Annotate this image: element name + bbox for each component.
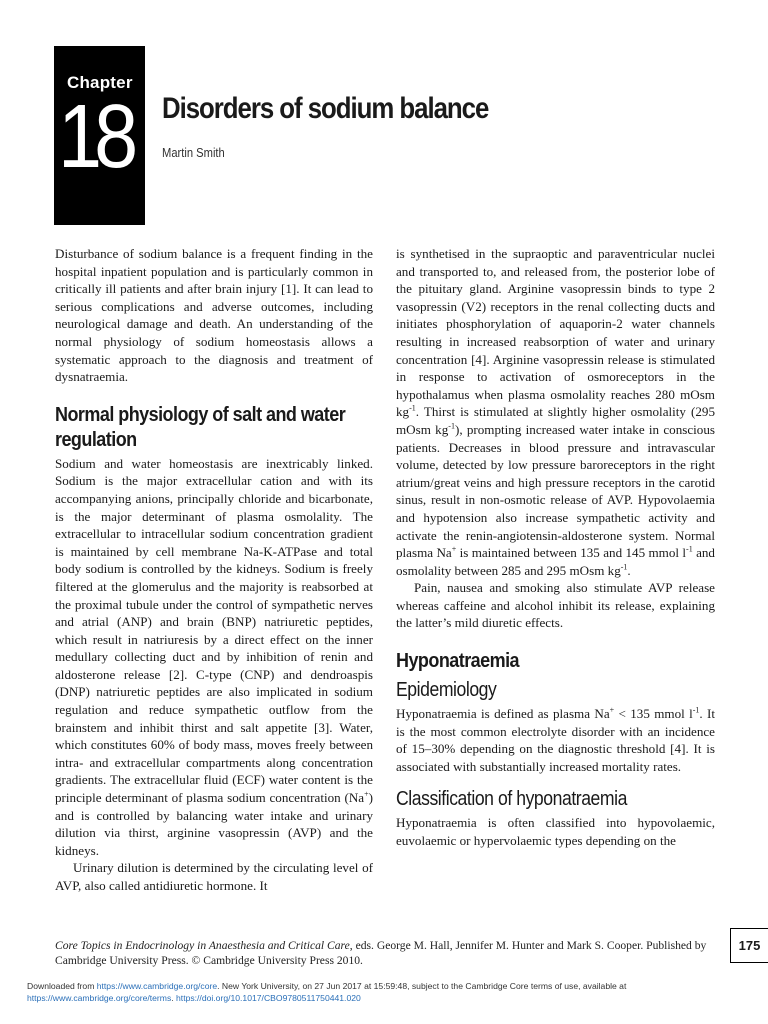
- avp-paragraph: is synthetised in the supraoptic and paraventricular nuclei and transported to, and released from, the posterior lobe of the pituitary gland. Arginine vasopressin binds to type 2 vasopressin (V2) receptors in the renal collecting ducts and initiates phosphorylation of aquaporin-2 water channels resulting in increased reabsorption of water and urinary concentration [4]. Arginine vasopressin release is stimulated in response to activation of osmoreceptors in the hypothalamus when plasma osmolality reaches 280 mOsm $kg^{-1}$. Thirst is stimulated at slightly higher osmolality (295 mOsm $kg^{-1}$), prompting increased water intake in conscious patients. Decreases in blood pressure and intravascular volume, detected by low pressure baroreceptors in the right atrium/great veins and high pressure receptors in the carotid sinus, result in non-osmotic release of AVP. Hypovolaemia and hypotension also increase sympathetic activity and activate the renin-angiotensin-aldosterone system. Normal plasma Na+ is maintained between 135 and 145 mmol $l^{-1}$ and osmolality between 285 and 295 mOsm $kg^{-1}$.: [396, 246, 715, 578]
- intro-paragraph: Disturbance of sodium balance is a frequent finding in the hospital inpatient population and is particularly common in critically ill patients and after brain injury [1]. It can lead to serious complications and adverse outcomes, including neurological damage and death. An understanding of the normal physiology of sodium homeostasis allows a systematic approach to the diagnosis and treatment of dysnatraemia.: [55, 246, 373, 385]
- author-name: Martin Smith: [162, 145, 225, 160]
- physiology-paragraph: Sodium and water homeostasis are inextricably linked. Sodium is the major extracellular cation and with its accompanying anions, principally chloride and bicarbonate, is the major determinant of plasma osmolality. The extracellular to intracellular sodium concentration gradient is maintained by cell membrane Na-K-ATPase and total body sodium is controlled by the kidneys. Sodium is freely filtered at the glomerulus and the majority is reabsorbed at the proximal tubule under the control of sympathetic nerves and atrial (ANP) and brain (BNP) natriuretic peptides, which result in natriuresis by a direct effect on the inner medullary collecting duct and by inhibition of renin and aldosterone release [2]. C-type (CNP) and dendroaspis (DNP) natriuretic peptides are also implicated in sodium regulation and reduce sympathetic outflow from the brainstem and inhibit thirst and salt appetite [3]. Water, which constitutes 60% of body mass, moves freely between intra- and extracellular compartments along concentration gradients. The extracellular fluid (ECF) water content is the principle determinant of plasma sodium concentration (Na+) and is controlled by balancing water intake and urinary dilution via thirst, arginine vasopressin (AVP) and the kidneys.: [55, 455, 373, 858]
- left-column: [55, 245, 373, 895]
- chapter-label: Chapter: [67, 73, 133, 92]
- terms-link[interactable]: https://www.cambridge.org/core/terms: [27, 993, 172, 1003]
- subheading-classification: Classification of hyponatraemia: [396, 788, 627, 811]
- urinary-dilution-paragraph: Urinary dilution is determined by the circulating level of AVP, also called antidiuretic hormone. It: [55, 860, 373, 893]
- doi-link[interactable]: https://doi.org/10.1017/CBO9780511750441.020: [176, 993, 361, 1003]
- section-heading-hyponatraemia: Hyponatraemia: [396, 650, 520, 673]
- core-link[interactable]: https://www.cambridge.org/core: [96, 981, 218, 991]
- page-number: 175: [730, 928, 768, 963]
- epidemiology-paragraph: Hyponatraemia is defined as plasma Na+ < 135 mmol $l^{-1}$. It is the most common electrolyte disorder with an incidence of 15–30% depending on the diagnostic threshold [4]. It is associated with substantially increased mortality rates.: [396, 705, 716, 774]
- book-citation: Core Topics in Endocrinology in Anaesthesia and Critical Care, eds. George M. Hall, Jennifer M. Hunter and Mark S. Cooper. Published by Cambridge University Press. © Cambridge University Press 2010.: [55, 939, 707, 967]
- chapter-block: [54, 46, 145, 225]
- right-column: [396, 245, 715, 850]
- section-heading-normal-physiology: Normal physiology of salt and water regulation: [55, 403, 346, 451]
- chapter-number: 18: [58, 87, 131, 187]
- subheading-epidemiology: Epidemiology: [396, 679, 497, 702]
- pain-nausea-paragraph: Pain, nausea and smoking also stimulate AVP release whereas caffeine and alcohol inhibit its release, explaining the latter’s mild diuretic effects.: [396, 580, 715, 631]
- download-notice: Downloaded from https://www.cambridge.org/core. New York University, on 27 Jun 2017 at 15:59:48, subject to the Cambridge Core terms of use, available at https://www.cambridge.org/core/terms. https://doi.org/10.1017/CBO9780511750441.020: [27, 981, 627, 1003]
- chapter-title: Disorders of sodium balance: [162, 92, 489, 125]
- classification-paragraph: Hyponatraemia is often classified into hypovolaemic, euvolaemic or hypervolaemic types depending on the: [396, 815, 715, 849]
